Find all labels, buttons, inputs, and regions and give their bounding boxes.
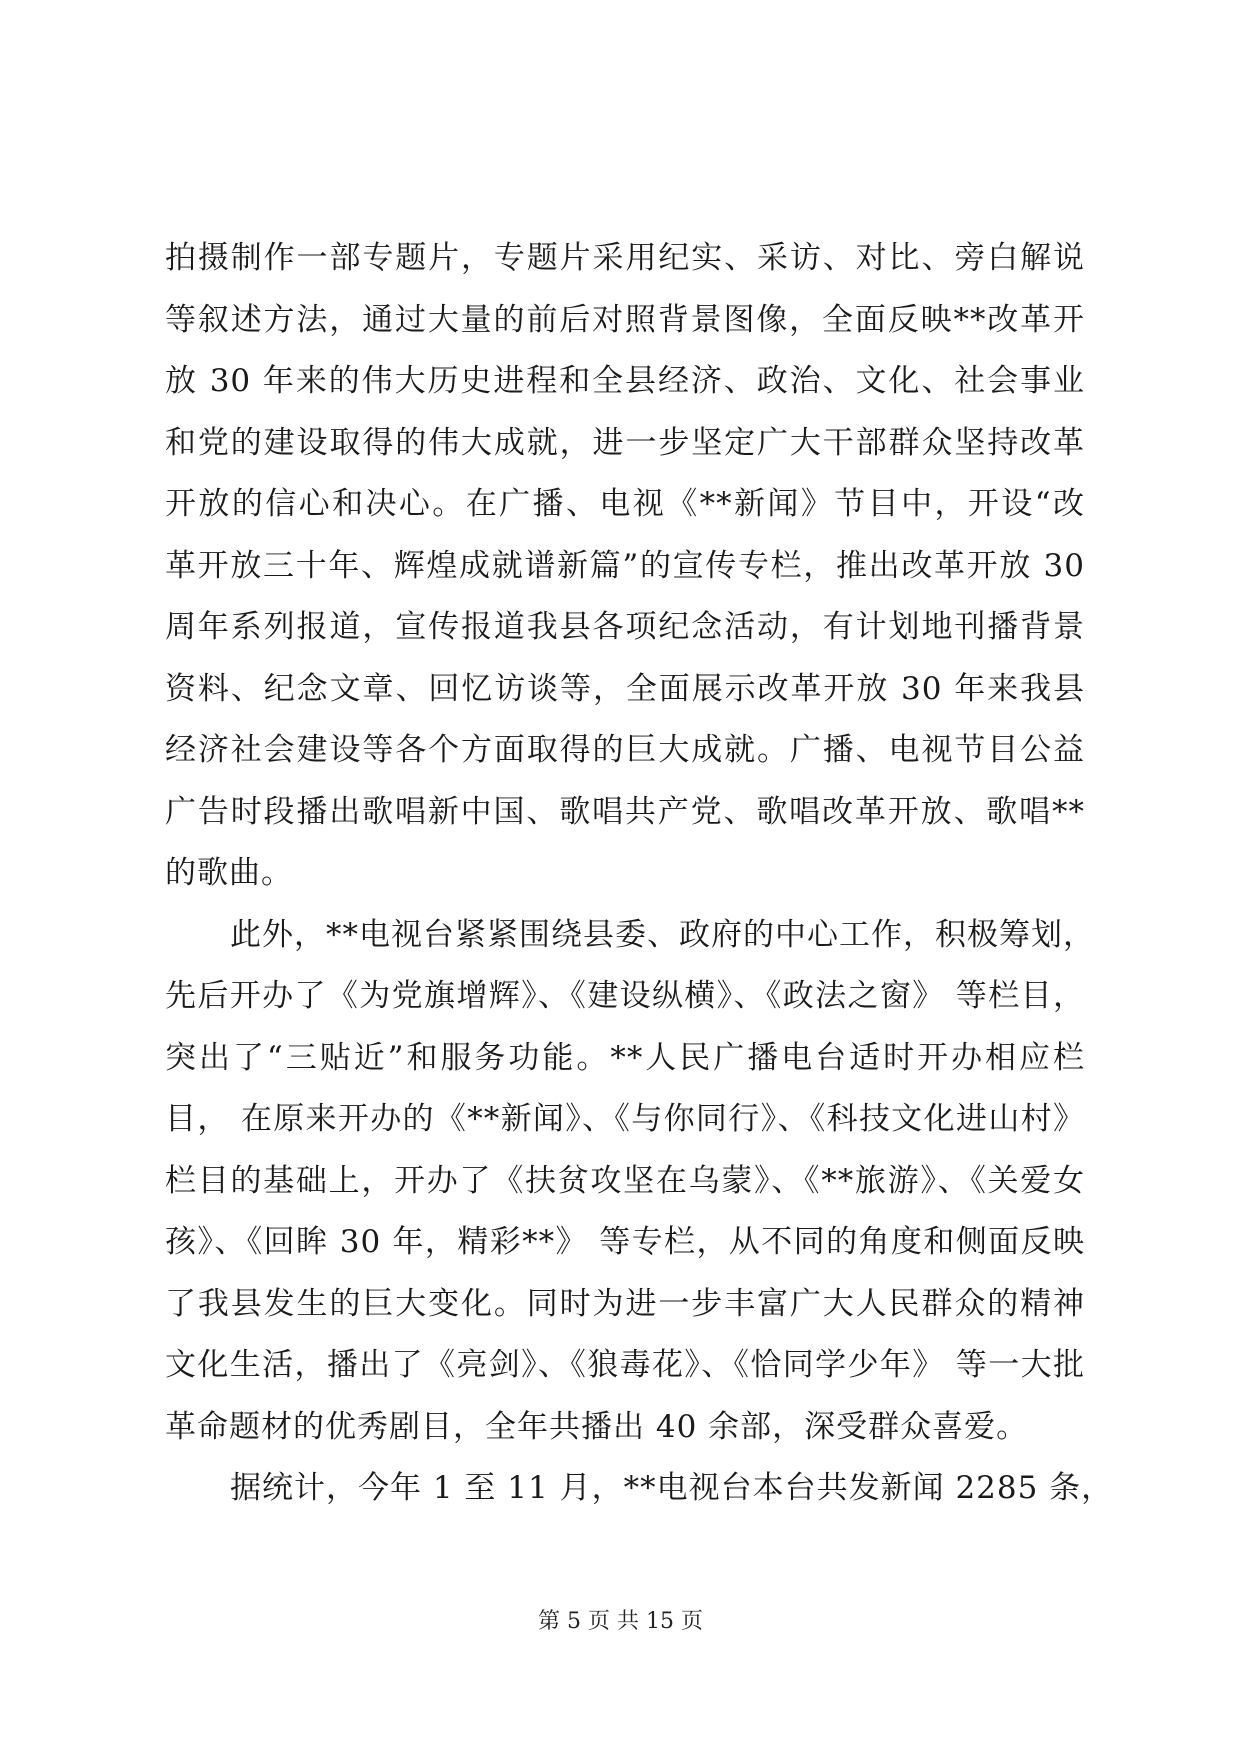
text-line: 的歌曲。 <box>165 855 293 891</box>
text-line: 栏目的基础上，开办了《扶贫攻坚在乌蒙》、《**旅游》、《关爱女 <box>165 1162 1085 1199</box>
text-line: 了我县发生的巨大变化。同时为进一步丰富广大人民群众的精神 <box>165 1285 1085 1322</box>
text-line: 资料、纪念文章、回忆访谈等，全面展示改革开放 30 年来我县 <box>165 670 1085 707</box>
text-line: 革命题材的优秀剧目，全年共播出 40 余部，深受群众喜爱。 <box>165 1408 1029 1445</box>
text-line: 开放的信心和决心。在广播、电视《**新闻》节目中，开设“改 <box>165 486 1085 522</box>
text-line: 广告时段播出歌唱新中国、歌唱共产党、歌唱改革开放、歌唱** <box>165 793 1085 830</box>
text-line: 放 30 年来的伟大历史进程和全县经济、政治、文化、社会事业 <box>165 363 1085 399</box>
text-line: 和党的建设取得的伟大成就，进一步坚定广大干部群众坚持改革 <box>165 424 1085 461</box>
text-line: 等叙述方法，通过大量的前后对照背景图像，全面反映**改革开 <box>165 301 1085 338</box>
text-line: 文化生活，播出了《亮剑》、《狼毒花》、《恰同学少年》 等一大批 <box>165 1347 1085 1383</box>
text-line: 此外，**电视台紧紧围绕县委、政府的中心工作，积极筹划， <box>230 916 1095 953</box>
text-line: 经济社会建设等各个方面取得的巨大成就。广播、电视节目公益 <box>165 732 1085 768</box>
text-line: 拍摄制作一部专题片，专题片采用纪实、采访、对比、旁白解说 <box>165 240 1085 276</box>
text-line: 孩》、《回眸 30 年，精彩**》 等专栏，从不同的角度和侧面反映 <box>165 1224 1085 1260</box>
text-line: 先后开办了《为党旗增辉》、《建设纵横》、《政法之窗》 等栏目， <box>165 978 1085 1014</box>
page-footer: 第 5 页 共 15 页 <box>538 1609 703 1634</box>
text-line: 周年系列报道，宣传报道我县各项纪念活动，有计划地刊播背景 <box>165 609 1085 645</box>
body-text <box>165 228 1114 1520</box>
text-line: 革开放三十年、辉煌成就谱新篇”的宣传专栏，推出改革开放 30 <box>165 547 1085 584</box>
text-line: 突出了“三贴近”和服务功能。**人民广播电台适时开办相应栏 <box>165 1039 1085 1076</box>
text-line: 据统计，今年 1 至 11 月，**电视台本台共发新闻 2285 条， <box>230 1470 1114 1506</box>
text-line: 目， 在原来开办的《**新闻》、《与你同行》、《科技文化进山村》 <box>165 1101 1085 1137</box>
